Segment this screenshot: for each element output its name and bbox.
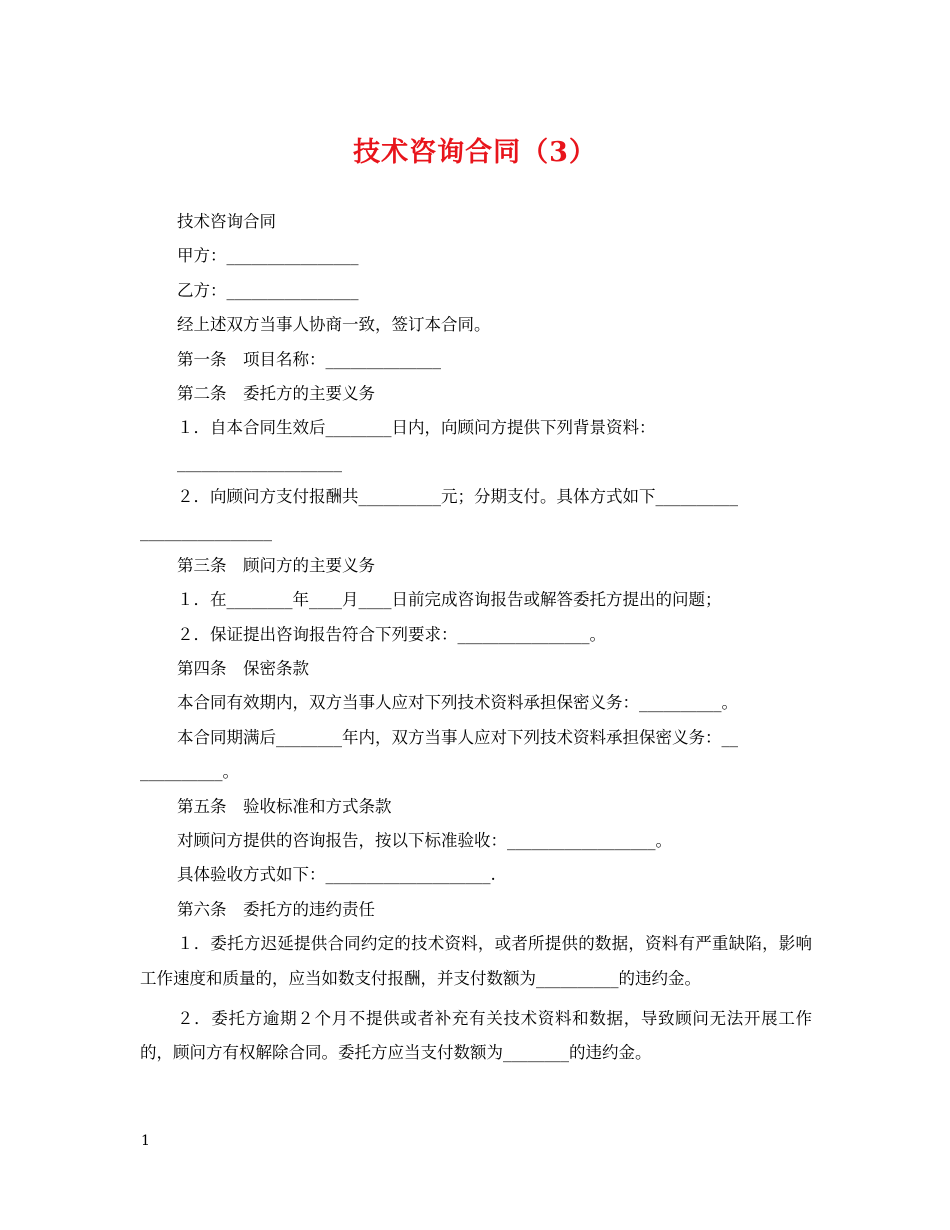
article-2-heading: 第二条 委托方的主要义务 xyxy=(177,383,375,403)
party-a-line: 甲方：________________ xyxy=(177,246,359,266)
article-3-heading: 第三条 顾问方的主要义务 xyxy=(177,555,375,575)
article-3-item-2: ２．保证提出咨询报告符合下列要求：________________。 xyxy=(177,624,606,644)
article-2-item-2-blank: ________________ xyxy=(140,521,272,541)
party-b-line: 乙方：________________ xyxy=(177,280,359,300)
article-2-item-2: ２．向顾问方支付报酬共__________元；分期支付。具体方式如下__________ xyxy=(177,487,738,507)
article-3-item-1: １．在________年____月____日前完成咨询报告或解答委托方提出的问题； xyxy=(177,590,722,610)
article-5-heading: 第五条 验收标准和方式条款 xyxy=(177,796,392,816)
article-5-line-2: 具体验收方式如下：____________________. xyxy=(177,865,496,885)
preamble-line: 经上述双方当事人协商一致，签订本合同。 xyxy=(177,315,491,335)
article-4-line-2: 本合同期满后________年内，双方当事人应对下列技术资料承担保密义务：__ xyxy=(177,727,738,747)
article-1-line: 第一条 项目名称：______________ xyxy=(177,349,441,369)
document-body xyxy=(140,205,812,1071)
article-4-line-2-cont: __________。 xyxy=(140,762,239,782)
article-2-item-1-blank: ____________________ xyxy=(177,452,342,472)
article-4-heading: 第四条 保密条款 xyxy=(177,659,309,679)
article-6-item-1: １．委托方迟延提供合同约定的技术资料，或者所提供的数据，资料有严重缺陷，影响工作速度和质量的，应当如数支付报酬，并支付数额为__________的违约金。 xyxy=(140,934,812,988)
contract-heading: 技术咨询合同 xyxy=(177,212,276,231)
article-6-item-2: ２．委托方逾期２个月不提供或者补充有关技术资料和数据，导致顾问无法开展工作的，顾问方有权解除合同。委托方应当支付数额为________的违约金。 xyxy=(140,1009,812,1063)
article-6-heading: 第六条 委托方的违约责任 xyxy=(177,899,375,919)
page-number: 1 xyxy=(141,1133,150,1149)
article-4-line-1: 本合同有效期内，双方当事人应对下列技术资料承担保密义务：__________。 xyxy=(177,693,738,713)
article-5-line-1: 对顾问方提供的咨询报告，按以下标准验收：__________________。 xyxy=(177,831,672,851)
document-title: 技术咨询合同（3） xyxy=(353,137,597,168)
article-2-item-1: １．自本合同生效后________日内，向顾问方提供下列背景资料： xyxy=(177,418,656,438)
